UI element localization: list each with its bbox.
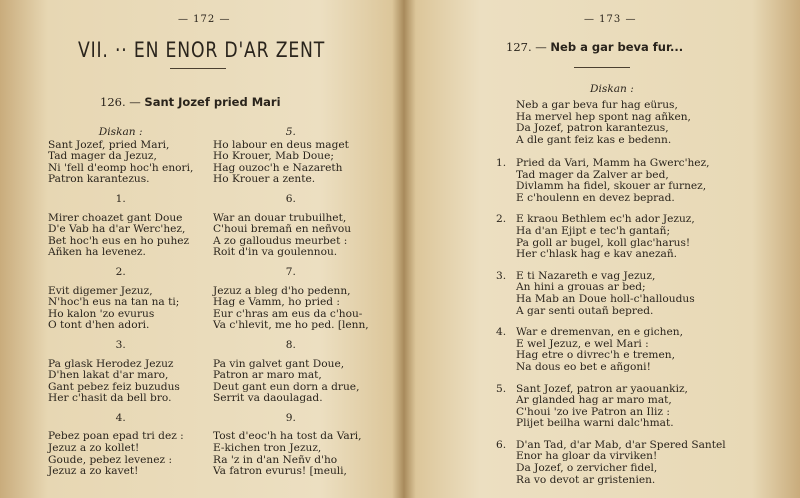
verse-line: E kraou Bethlem ec'h ador Jezuz, [516, 213, 695, 226]
verse-column-2 [213, 127, 369, 478]
hymn-number: 126. — [100, 95, 141, 109]
verse-line: Pa goll ar bugel, koll glac'harus! [516, 236, 691, 249]
verse-line: Ho Krouer, Mab Doue; [213, 150, 334, 163]
hymn-title: Neb a gar beva fur... [550, 40, 684, 54]
verse-line: Hag e Vamm, ho pried : [213, 296, 340, 309]
verse-line: Ha d'an Ejipt e tec'h gantañ; [516, 224, 671, 237]
verse-line: Eur c'hras am eus da c'hou- [213, 307, 363, 320]
verse-line: Ra vo devot ar gristenien. [516, 473, 656, 486]
stanza-number: 4. [496, 326, 507, 339]
hymn-title: Sant Jozef pried Mari [144, 95, 281, 109]
verse-line: Ni 'fell d'eomp hoc'h enori, [48, 161, 194, 174]
verse-line: Sant Jozef, pried Mari, [48, 138, 170, 151]
stanza [496, 157, 726, 204]
refrain-line: Neb a gar beva fur hag eürus, [516, 99, 678, 111]
verse-line: Serrit va daoulagad. [213, 392, 323, 405]
verse-line: Jezuz a bleg d'ho pedenn, [213, 284, 351, 297]
verse-line: D'an Tad, d'ar Mab, d'ar Spered Santel [516, 438, 726, 451]
verse-line: Evit digemer Jezuz, [48, 284, 153, 297]
verse-line: Pa glask Herodez Jezuz [48, 357, 174, 370]
refrain-label: Diskan : [590, 83, 634, 95]
verse-line: C'houi bremañ en neñvou [213, 223, 352, 236]
verse-line: Her c'hlask hag e kav anezañ. [516, 248, 678, 261]
verse-line: E c'houlenn en devez beprad. [516, 191, 675, 204]
verse-line: Plijet beilha warni dalc'hmat. [516, 417, 674, 430]
verse-line: Tost d'eoc'h ha tost da Vari, [213, 430, 362, 443]
verse-line: Bet hoc'h eus en ho puhez [48, 234, 190, 247]
verse-line: Hag ouzoc'h e Nazareth [213, 161, 343, 174]
verse-line: Va c'hlevit, me ho ped. [lenn, [213, 319, 369, 332]
verse-line: Pried da Vari, Mamm ha Gwerc'hez, [516, 157, 710, 169]
stanza-number: 6. [496, 438, 507, 451]
verse-line: Ar glanded hag ar maro mat, [516, 394, 672, 407]
verse-line: Gant pebez feiz buzudus [48, 380, 180, 393]
divider [170, 68, 226, 69]
stanza-number: 2. [496, 213, 507, 226]
verse-line: E ti Nazareth e vag Jezuz, [516, 269, 656, 282]
verse-line: N'hoc'h eus na tan na ti; [48, 296, 180, 309]
verse-line: A zo galloudus meurbet : [213, 234, 348, 247]
hymn-number: 127. — [506, 40, 547, 54]
stanza-number: 3. [496, 269, 507, 282]
stanza [496, 213, 726, 261]
stanza-number: 8. [285, 338, 296, 351]
verse-line: Pebez poan epad tri dez : [48, 430, 184, 443]
hymn-heading [506, 40, 683, 54]
stanza [496, 382, 726, 430]
stanza-number: 6. [285, 192, 296, 205]
stanza-number: 4. [115, 411, 126, 424]
verse-line: Ho Krouer a zente. [213, 173, 316, 186]
verse-line: Da Jozef, o zervicher fidel, [516, 462, 658, 475]
refrain-line: Ha mervel hep spont nag añken, [516, 110, 691, 123]
verse-line: E wel Jezuz, e wel Mari : [516, 337, 649, 350]
verse-line: C'houi 'zo ive Patron an Iliz : [516, 405, 670, 418]
verse-line: Ha Mab an Doue holl-c'halloudus [516, 292, 695, 305]
stanza-number: 1. [496, 157, 507, 169]
stanza [496, 326, 726, 373]
stanza-number: 7. [285, 265, 296, 278]
verse-line: Pa vin galvet gant Doue, [213, 357, 345, 370]
verse-line: D'hen lakat d'ar maro, [48, 369, 169, 382]
verse-line: Patron karantezus. [48, 173, 150, 186]
stanza-number: 5. [496, 382, 507, 395]
refrain-line: A dle gant feiz kas e bedenn. [516, 133, 672, 146]
verse-line: Deut gant eun dorn a drue, [213, 380, 360, 393]
verse-line: Mirer choazet gant Doue [48, 211, 183, 224]
refrain-line: Da Jozef, patron karantezus, [516, 122, 669, 135]
verse-line: Sant Jozef, patron ar yaouankiz, [516, 382, 688, 395]
verse-line: Tad mager da Jezuz, [48, 150, 157, 163]
verse-line: A gar senti outañ bepred. [516, 304, 654, 317]
verse-line: Jezuz a zo kollet! [48, 442, 140, 455]
stanza [496, 269, 726, 317]
verse-line: Ho labour en deus maget [213, 138, 349, 151]
verse-line: War e dremenvan, en e gichen, [516, 326, 683, 339]
chapter-title: VII. ·· EN ENOR D'AR ZENT [78, 38, 326, 62]
verse-line: War an douar trubuilhet, [213, 211, 347, 224]
verse-line: Añken ha levenez. [48, 246, 146, 259]
stanza-number: 9. [285, 411, 296, 424]
page-number: — 172 — [178, 14, 231, 25]
verse-line: Ra 'z in d'an Neñv d'ho [213, 453, 338, 466]
refrain-label: Diskan : [98, 126, 143, 138]
verse-line: Hag etre o divrec'h e tremen, [516, 349, 675, 362]
verse-line: Va fatron evurus! [meuli, [213, 465, 347, 478]
hymn-heading [100, 95, 281, 109]
verse-line: Roit d'in va goulennou. [213, 246, 338, 259]
verse-line: Patron ar maro mat, [213, 369, 322, 382]
stanza-number: 5. [285, 126, 296, 138]
verse-line: Ho kalon 'zo evurus [48, 307, 155, 320]
verse-column-1 [48, 127, 193, 478]
verse-line: O tont d'hen adori. [48, 319, 150, 332]
verse-line: E-kichen tron Jezuz, [213, 442, 322, 455]
divider [574, 67, 630, 68]
verse-line: An hini a grouas ar bed; [516, 281, 646, 294]
refrain-label-block [590, 84, 634, 96]
right-page [406, 0, 800, 498]
stanza [496, 438, 726, 486]
verse-line: D'e Vab ha d'ar Werc'hez, [48, 223, 186, 236]
verse-line: Her c'hasit da bell bro. [48, 392, 172, 405]
stanza-number: 1. [115, 192, 126, 205]
verse-line: Enor ha gloar da virviken! [516, 450, 658, 463]
stanza-number: 2. [115, 265, 126, 278]
page-number: — 173 — [584, 14, 637, 25]
verse-line: Jezuz a zo kavet! [48, 465, 139, 478]
verse-line: Goude, pebez levenez : [48, 453, 173, 466]
verse-line: Tad mager da Zalver ar bed, [516, 168, 669, 181]
stanza-list [496, 157, 726, 496]
refrain [516, 100, 691, 146]
verse-line: Divlamm ha fidel, skouer ar furnez, [516, 180, 707, 193]
verse-line: Na dous eo bet e añgoni! [516, 360, 651, 373]
stanza-number: 3. [115, 338, 126, 351]
